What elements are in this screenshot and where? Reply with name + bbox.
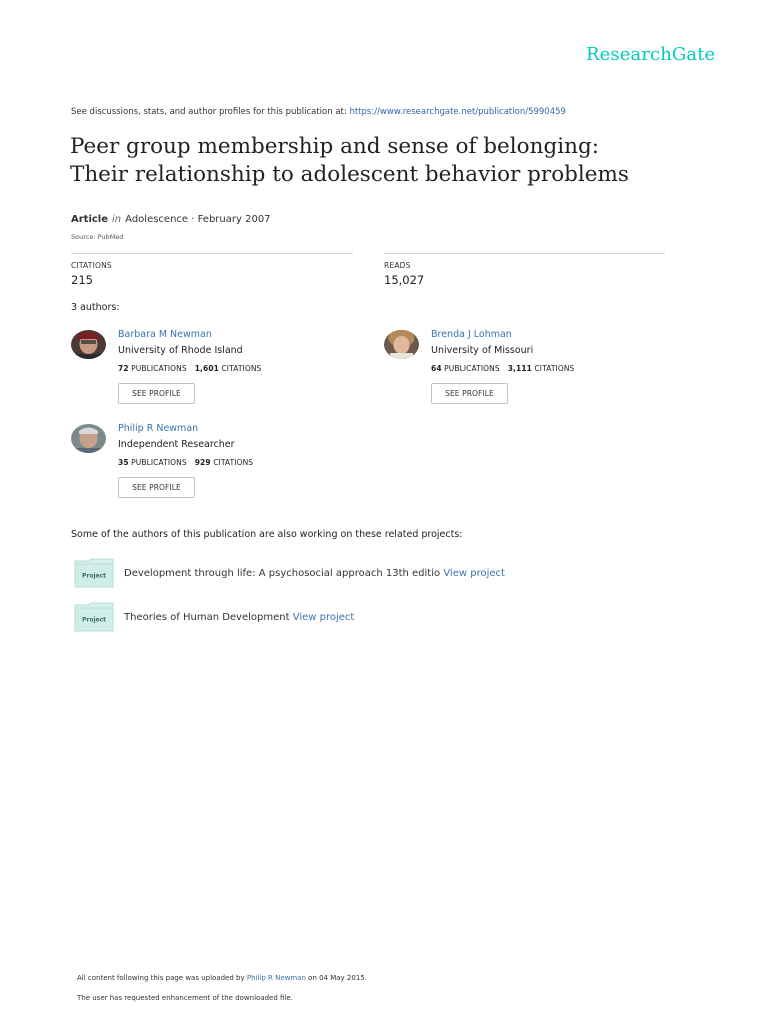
avatar[interactable] <box>71 424 106 453</box>
publications-label: PUBLICATIONS <box>131 458 187 467</box>
publication-count: 35 <box>118 458 129 467</box>
title-line-1: Peer group membership and sense of belonging: <box>70 134 599 159</box>
see-profile-button[interactable]: SEE PROFILE <box>118 477 195 498</box>
project-folder-icon[interactable] <box>74 602 114 632</box>
author-name-brenda[interactable]: Brenda J Lohman <box>431 329 512 340</box>
project-title[interactable]: Development through life: A psychosocial approach 13th editio <box>124 568 441 579</box>
reads-label: READS <box>384 261 411 270</box>
avatar[interactable] <box>71 330 106 359</box>
author-stats <box>118 458 253 467</box>
project-icon-label: Project <box>81 572 107 580</box>
author-stats <box>118 364 261 373</box>
avatar-photo-icon <box>71 424 106 453</box>
publication-link[interactable]: https://www.researchgate.net/publication/5990459 <box>349 107 566 117</box>
journal-date: Adolescence · February 2007 <box>125 214 271 225</box>
citations-label: CITATIONS <box>71 261 112 270</box>
discussion-notice <box>71 107 566 117</box>
publications-label: PUBLICATIONS <box>444 364 500 373</box>
avatar-photo-icon <box>384 330 419 359</box>
publication-count: 64 <box>431 364 442 373</box>
upload-prefix: All content following this page was uploaded by <box>77 974 245 982</box>
project-title[interactable]: Theories of Human Development <box>124 612 290 623</box>
see-profile-button[interactable]: SEE PROFILE <box>118 383 195 404</box>
author-affiliation[interactable]: Independent Researcher <box>118 439 235 450</box>
article-type: Article <box>71 214 109 225</box>
title-line-2: Their relationship to adolescent behavior problems <box>70 162 629 187</box>
publication-count: 72 <box>118 364 129 373</box>
author-affiliation[interactable]: University of Rhode Island <box>118 345 243 356</box>
enhancement-notice: The user has requested enhancement of the downloaded file. <box>77 994 293 1002</box>
avatar[interactable] <box>384 330 419 359</box>
citations-value: 215 <box>71 273 93 287</box>
publications-label: PUBLICATIONS <box>131 364 187 373</box>
view-project-link[interactable]: View project <box>443 568 505 579</box>
project-folder-icon[interactable] <box>74 558 114 588</box>
in-word: in <box>112 214 122 225</box>
discussion-text: See discussions, stats, and author profiles for this publication at: <box>71 107 347 117</box>
project-icon-label: Project <box>81 616 107 624</box>
citation-count: 1,601 <box>194 364 219 373</box>
citations-divider <box>71 253 353 254</box>
avatar-photo-icon <box>71 330 106 359</box>
related-project-2 <box>124 612 354 623</box>
related-projects-heading: Some of the authors of this publication are also working on these related projects: <box>71 529 463 540</box>
authors-heading: 3 authors: <box>71 302 120 313</box>
article-source: Source: PubMed <box>71 233 124 241</box>
citation-count: 929 <box>194 458 211 467</box>
citations-label: CITATIONS <box>534 364 575 373</box>
reads-value: 15,027 <box>384 273 425 287</box>
author-name-philip[interactable]: Philip R Newman <box>118 423 199 434</box>
upload-suffix: on 04 May 2015. <box>308 974 367 982</box>
upload-notice <box>77 974 367 982</box>
researchgate-logo[interactable]: ResearchGate <box>586 44 716 65</box>
citation-count: 3,111 <box>507 364 532 373</box>
citations-label: CITATIONS <box>213 458 254 467</box>
author-stats <box>431 364 574 373</box>
uploader-link[interactable]: Philip R Newman <box>246 974 306 982</box>
view-project-link[interactable]: View project <box>292 612 355 623</box>
article-meta <box>71 214 271 225</box>
author-name-barbara[interactable]: Barbara M Newman <box>118 329 212 340</box>
see-profile-button[interactable]: SEE PROFILE <box>431 383 508 404</box>
related-project-1 <box>124 568 505 579</box>
author-affiliation[interactable]: University of Missouri <box>431 345 534 356</box>
citations-label: CITATIONS <box>221 364 262 373</box>
article-title <box>70 133 710 189</box>
reads-divider <box>384 253 665 254</box>
